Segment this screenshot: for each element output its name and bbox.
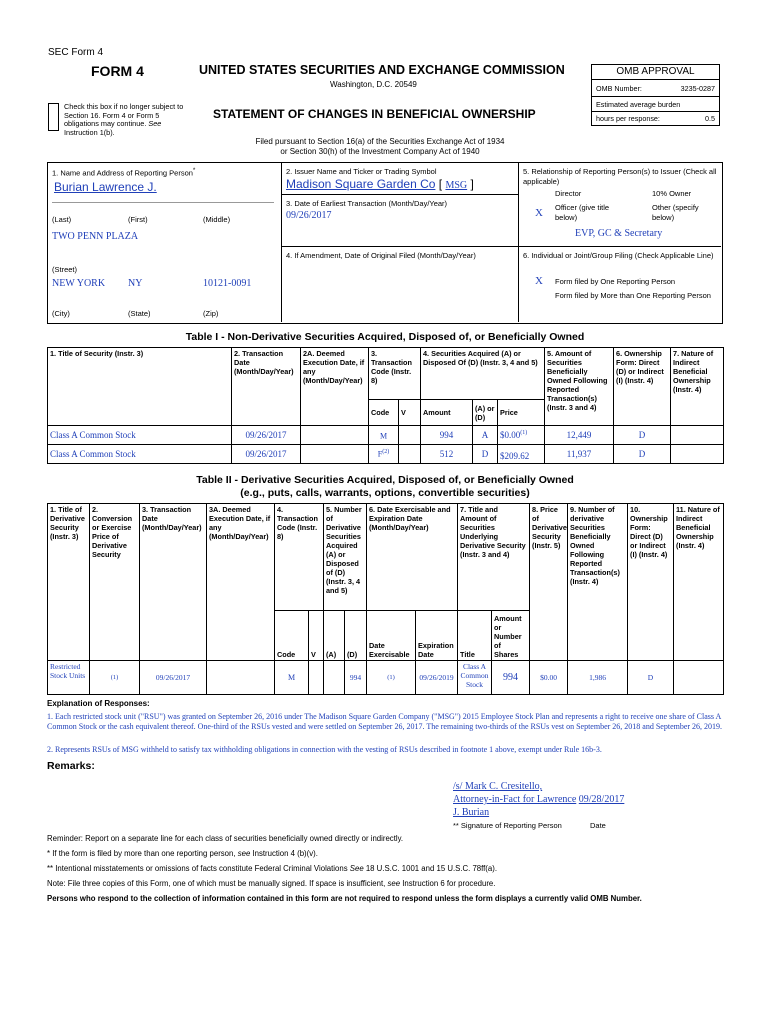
- t2-h5: 5. Number of Derivative Securities Acquired (A) or Disposed of (D) (Instr. 3, 4 and 5): [324, 504, 367, 611]
- table1-title: Table I - Non-Derivative Securities Acquired, Disposed of, or Beneficially Owned: [185, 331, 585, 343]
- officer-title: EVP, GC & Secretary: [575, 228, 663, 239]
- zip-label: (Zip): [203, 309, 219, 318]
- t1-r1-date: 09/26/2017: [232, 426, 301, 445]
- signature-line1: /s/ Mark C. Cresitello,: [453, 781, 543, 792]
- t1-code: Code: [369, 400, 399, 426]
- city-label: (City): [52, 309, 70, 318]
- issuer-ticker[interactable]: MSG: [445, 180, 468, 191]
- t2-r1-conv: (1): [90, 661, 140, 695]
- t2-r1-form: D: [628, 661, 674, 695]
- t2-title: Title: [458, 611, 492, 661]
- t1-h3: 3. Transaction Code (Instr. 8): [369, 348, 421, 400]
- t1-r1-form: D: [614, 426, 671, 445]
- omb-hours: 0.5: [705, 114, 715, 123]
- t2-r1-owned: 1,986: [568, 661, 628, 695]
- omb-number-label: OMB Number:: [596, 84, 642, 93]
- box6-label: 6. Individual or Joint/Group Filing (Check Applicable Line): [523, 251, 714, 260]
- t1-h6: 6. Ownership Form: Direct (D) or Indirect (I) (Instr. 4): [614, 348, 671, 426]
- t2-amount-shares: Amount or Number of Shares: [492, 611, 530, 661]
- box1-label: 1. Name and Address of Reporting Person*: [52, 167, 196, 178]
- t2-h4: 4. Transaction Code (Instr. 8): [275, 504, 324, 611]
- checkbox-instruction: Check this box if no longer subject to Section 16. Form 4 or Form 5 obligations may continue. See Instruction 1(b).: [64, 102, 184, 138]
- t2-h1: 1. Title of Derivative Security (Instr. 3): [48, 504, 90, 661]
- t2-r1-und-title: Class A Common Stock: [458, 661, 492, 695]
- t1-aord: (A) or (D): [473, 400, 498, 426]
- t1-h2: 2. Transaction Date (Month/Day/Year): [232, 348, 301, 426]
- state-value: NY: [128, 278, 143, 289]
- other-label: Other (specify below): [652, 203, 699, 222]
- t1-h7: 7. Nature of Indirect Beneficial Ownership (Instr. 4): [671, 348, 724, 426]
- multi-person-label: Form filed by More than One Reporting Person: [555, 291, 711, 300]
- officer-checkmark[interactable]: X: [535, 207, 543, 219]
- t1-r1-price: $0.00$^{(1)}$: [498, 426, 545, 445]
- issuer-name[interactable]: Madison Square Garden Co: [286, 177, 436, 191]
- t2-r1-code: M: [275, 661, 309, 695]
- table-row: [48, 426, 724, 445]
- table-row: [48, 445, 724, 464]
- state-label: (State): [128, 309, 151, 318]
- omb-hours-label: hours per response:: [596, 114, 660, 123]
- no-longer-subject-checkbox[interactable]: [48, 103, 59, 131]
- box4-label: 4. If Amendment, Date of Original Filed (Month/Day/Year): [286, 251, 476, 260]
- t2-v: V: [309, 611, 324, 661]
- t2-h3: 3. Transaction Date (Month/Day/Year): [140, 504, 207, 661]
- t2-r1-date: 09/26/2017: [140, 661, 207, 695]
- t1-h2a: 2A. Deemed Execution Date, if any (Month/Day/Year): [301, 348, 369, 426]
- zip-value: 10121-0091: [203, 278, 252, 289]
- t2-r1-title: Restricted Stock Units: [48, 661, 90, 695]
- footnote-1: 1. Each restricted stock unit ("RSU") was granted on September 26, 2016 under The Madison Square Garden Company ("MSG") 2015 Employee Stock Plan and represents a right to receive one share of Class A Common Stock or the cash equivalent thereof. One-third of the RSUs vested and were settled on September 26, 2017. The remaining two-thirds of the RSUs vest on September 26, 2018 and September 26, 2019.: [47, 712, 723, 731]
- t2-h3a: 3A. Deemed Execution Date, if any (Month/Day/Year): [207, 504, 275, 661]
- sec-form-label: SEC Form 4: [48, 47, 104, 58]
- t2-h6: 6. Date Exercisable and Expiration Date (Month/Day/Year): [367, 504, 458, 611]
- remarks-heading: Remarks:: [47, 760, 95, 772]
- t1-r1-owned: 12,449: [545, 426, 614, 445]
- footnote-double-star: ** Intentional misstatements or omissions of facts constitute Federal Criminal Violations See 18 U.S.C. 1001 and 15 U.S.C. 78ff(a).: [47, 864, 498, 873]
- t2-h9: 9. Number of derivative Securities Beneficially Owned Following Reported Transaction(s) (Instr. 4): [568, 504, 628, 661]
- t1-r2-owned: 11,937: [545, 445, 614, 464]
- table-row: [48, 661, 724, 695]
- signature-line2: Attorney-in-Fact for Lawrence: [453, 794, 577, 805]
- t2-h7: 7. Title and Amount of Securities Underlying Derivative Security (Instr. 3 and 4): [458, 504, 530, 611]
- omb-number: 3235-0287: [680, 84, 715, 93]
- t1-r1-amount: 994: [421, 426, 473, 445]
- t2-r1-exercisable: (1): [367, 661, 416, 695]
- t1-r2-aord: D: [473, 445, 498, 464]
- t1-r2-title: Class A Common Stock: [48, 445, 232, 464]
- box3-label: 3. Date of Earliest Transaction (Month/Day/Year): [286, 199, 448, 208]
- table2: [47, 503, 724, 695]
- omb-approval-box: [591, 64, 720, 126]
- t2-r1-d: 994: [345, 661, 367, 695]
- omb-title: OMB APPROVAL: [592, 65, 719, 80]
- t1-r1-title: Class A Common Stock: [48, 426, 232, 445]
- street-value: TWO PENN PLAZA: [52, 231, 139, 242]
- signature-label: ** Signature of Reporting Person: [453, 821, 562, 830]
- footnote-star: * If the form is filed by more than one reporting person, see Instruction 4 (b)(v).: [47, 849, 318, 858]
- first-label: (First): [128, 215, 148, 224]
- date-label: Date: [590, 821, 606, 830]
- last-label: (Last): [52, 215, 72, 224]
- t2-h8: 8. Price of Derivative Security (Instr. 5): [530, 504, 568, 661]
- middle-label: (Middle): [203, 215, 231, 224]
- file-copies-note: Note: File three copies of this Form, one of which must be manually signed. If space is insufficient, see Instruction 6 for procedure.: [47, 879, 496, 888]
- omb-burden-label: Estimated average burden: [592, 97, 719, 112]
- director-label: Director: [555, 189, 582, 198]
- box2-label: 2. Issuer Name and Ticker or Trading Symbol: [286, 167, 437, 176]
- signature-block: [453, 780, 624, 819]
- form-title: FORM 4: [91, 63, 144, 79]
- footnote-2: 2. Represents RSUs of MSG withheld to satisfy tax withholding obligations in connection with the vesting of RSUs described in footnote 1 above, exempt under Rule 16b-3.: [47, 745, 602, 754]
- earliest-transaction-date: 09/26/2017: [286, 210, 332, 221]
- footer-notes: [47, 834, 723, 904]
- one-person-label: Form filed by One Reporting Person: [555, 277, 676, 286]
- t2-r1-price: $0.00: [530, 661, 568, 695]
- signature-line3: J. Burian: [453, 807, 490, 818]
- t1-v: V: [399, 400, 421, 426]
- issuer-line: Madison Square Garden Co [ MSG ]: [286, 177, 474, 191]
- t1-r2-date: 09/26/2017: [232, 445, 301, 464]
- t2-expiration: Expiration Date: [416, 611, 458, 661]
- t2-r1-expiration: 09/26/2019: [416, 661, 458, 695]
- table1: [47, 347, 724, 464]
- t1-r1-code: M: [369, 426, 399, 445]
- officer-label: Officer (give title below): [555, 203, 610, 222]
- t2-h2: 2. Conversion or Exercise Price of Derivative Security: [90, 504, 140, 661]
- t1-r2-amount: 512: [421, 445, 473, 464]
- t2-d: (D): [345, 611, 367, 661]
- t1-r2-price: $209.62: [498, 445, 545, 464]
- t2-r1-und-amount: 994: [492, 661, 530, 695]
- signature-date: 09/28/2017: [578, 794, 625, 805]
- t1-r2-form: D: [614, 445, 671, 464]
- t1-r1-aord: A: [473, 426, 498, 445]
- table2-title: Table II - Derivative Securities Acquired, Disposed of, or Beneficially Owned (e.g., puts, calls, warrants, options, convertible securities): [196, 474, 574, 499]
- filed-pursuant: Filed pursuant to Section 16(a) of the Securities Exchange Act of 1934 or Section 30(h) of the Investment Company Act of 1940: [255, 137, 505, 156]
- t1-amount: Amount: [421, 400, 473, 426]
- one-person-checkmark[interactable]: X: [535, 275, 543, 287]
- t2-code: Code: [275, 611, 309, 661]
- reminder-note: Reminder: Report on a separate line for each class of securities beneficially owned directly or indirectly.: [47, 834, 404, 843]
- t2-a: (A): [324, 611, 345, 661]
- street-label: (Street): [52, 265, 78, 274]
- t2-h11: 11. Nature of Indirect Beneficial Ownership (Instr. 4): [674, 504, 724, 661]
- box5-label: 5. Relationship of Reporting Person(s) to Issuer (Check all applicable): [523, 167, 717, 186]
- commission-title: UNITED STATES SECURITIES AND EXCHANGE COMMISSION: [199, 63, 565, 77]
- t1-price: Price: [498, 400, 545, 426]
- statement-title: STATEMENT OF CHANGES IN BENEFICIAL OWNERSHIP: [213, 107, 536, 121]
- reporting-person-name[interactable]: Burian Lawrence J.: [54, 180, 157, 194]
- t1-r2-code: $F^{(2)}$: [369, 445, 399, 464]
- t1-h4: 4. Securities Acquired (A) or Disposed Of (D) (Instr. 3, 4 and 5): [421, 348, 545, 400]
- commission-city: Washington, D.C. 20549: [330, 80, 417, 89]
- t2-exercisable: Date Exercisable: [367, 611, 416, 661]
- t1-h1: 1. Title of Security (Instr. 3): [48, 348, 232, 426]
- t2-h10: 10. Ownership Form: Direct (D) or Indirect (I) (Instr. 4): [628, 504, 674, 661]
- ten-percent-label: 10% Owner: [652, 189, 692, 198]
- omb-disclaimer: Persons who respond to the collection of information contained in this form are not required to respond unless the form displays a currently valid OMB Number.: [47, 894, 642, 903]
- explanation-heading: Explanation of Responses:: [47, 699, 150, 708]
- t1-h5: 5. Amount of Securities Beneficially Owned Following Reported Transaction(s) (Instr. 3 and 4): [545, 348, 614, 426]
- city-value: NEW YORK: [52, 278, 106, 289]
